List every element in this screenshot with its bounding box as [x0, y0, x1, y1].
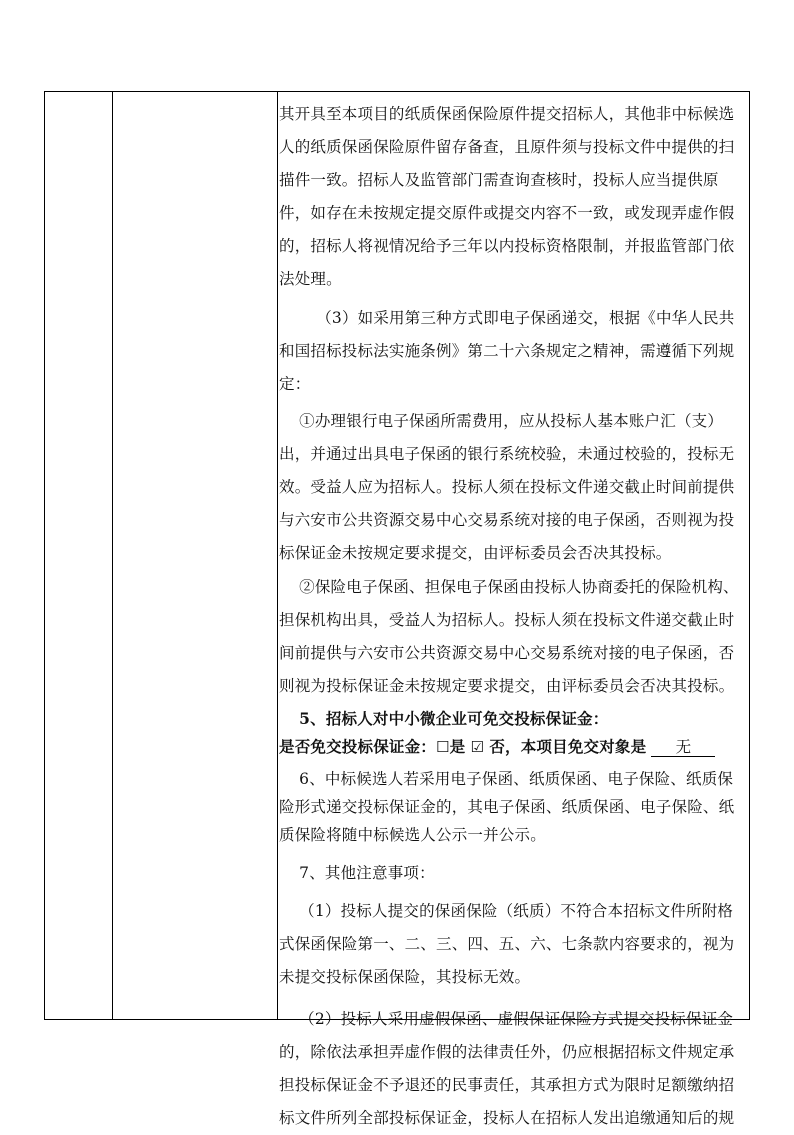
item5-title-text: 5、招标人对中小微企业可免交投标保证金： [299, 709, 609, 728]
item5-yes-label: 是 [449, 737, 466, 756]
paragraph-item3-intro: （3）如采用第三种方式即电子保函递交，根据《中华人民共和国招标投标法实施条例》第二十六条规定之精神，需遵循下列规定： [279, 309, 735, 393]
paragraph-item7-2: （2）投标人采用虚假保函、虚假保证保险方式提交投标保证金的，除依法承担弄虚作假的法律责任外，仍应根据招标文件规定承担投标保证金不予退还的民事责任，其承担方式为限时足额缴纳招标文件所列全部投标保证金，投标人在招标人发出追缴通知后的规 [279, 1010, 735, 1127]
item5-no-label: 否，本项目免交对象是 [489, 737, 647, 756]
paragraph-item7-1: （1）投标人提交的保函保险（纸质）不符合本招标文件所附格式保函保险第一、二、三、四、五、六、七条款内容要求的，视为未提交投标保函保险，其投标无效。 [279, 902, 735, 986]
heading-item5 [279, 705, 747, 733]
table-column-divider-2 [277, 92, 278, 1019]
heading-item7: 7、其他注意事项： [299, 864, 435, 882]
document-table [44, 91, 750, 1127]
paragraph-item3-bank-guarantee: ①办理银行电子保函所需费用，应从投标人基本账户汇（支）出，并通过出具电子保函的银行系统校验，未通过校验的，投标无效。受益人应为招标人。投标人须在投标文件递交截止时间前提供与六安市公共资源交易中心交易系统对接的电子保函，否则视为投标保证金未按规定要求提交，由评标委员会否决其投标。 [279, 412, 735, 562]
item5-exemption-line [279, 733, 747, 761]
paragraph-item3-insurance-guarantee: ②保险电子保函、担保电子保函由投标人协商委托的保险机构、担保机构出具，受益人为招标人。投标人须在投标文件递交截止时间前提供与六安市公共资源交易中心交易系统对接的电子保函，否则视为投标保证金未按规定要求提交，由评标委员会否决其投标。 [279, 578, 739, 695]
item5-exempt-target-field: 无 [651, 738, 715, 757]
checkbox-no-icon[interactable]: ☑ [470, 738, 485, 756]
table-content-cell [279, 92, 747, 1135]
paragraph-item6: 6、中标候选人若采用电子保函、纸质保函、电子保险、纸质保险形式递交投标保证金的，其电子保函、纸质保函、电子保险、纸质保险将随中标候选人公示一并公示。 [279, 770, 735, 844]
table-column-divider-1 [112, 92, 113, 1019]
paragraph-original-submission: 其开具至本项目的纸质保函保险原件提交招标人，其他非中标候选人的纸质保函保险原件留存备查，且原件须与投标文件中提供的扫描件一致。招标人及监管部门需查询查核时，投标人应当提供原件，如存在未按规定提交原件或提交内容不一致，或发现弄虚作假的，招标人将视情况给予三年以内投标资格限制，并报监管部门依法处理。 [279, 105, 735, 288]
item5-question: 是否免交投标保证金： [279, 737, 437, 756]
checkbox-yes-icon[interactable]: ☐ [436, 738, 450, 756]
